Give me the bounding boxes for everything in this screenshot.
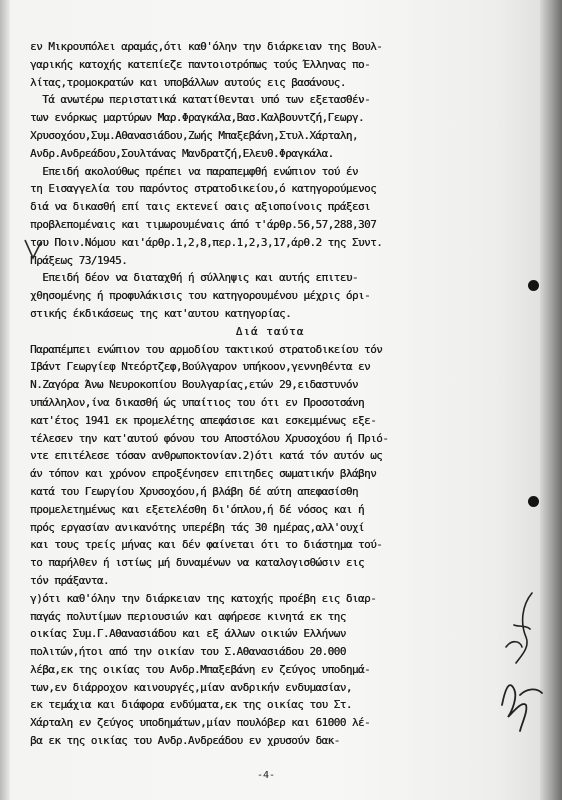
left-page-shadow <box>0 0 10 800</box>
text-line: άν τόπον και χρόνον επροξένησεν επιτηδες σωματικήν βλάβην <box>30 467 377 481</box>
text-line: το παρήλθεν ή ιστίως μή δυναμένων να καταλογισθώσιν εις <box>30 556 364 570</box>
text-line: γαρικής κατοχής κατεπίεζε παντοιοτρόπως τούς Έλληνας πο- <box>30 57 371 71</box>
typewritten-text-body <box>30 38 510 768</box>
margin-tick-mark <box>22 236 44 264</box>
text-line: διά να δικασθή επί ταις εκτενεί σαις αξιοποίνοις πράξεσι <box>30 200 371 214</box>
text-line: τη Εισαγγελία του παρόντος στρατοδικείου,ό κατηγορούμενος <box>30 182 377 196</box>
text-line: Ανδρ.Ανδρεάδου,Σουλτάνας Μανδρατζή,Ελευθ.Φραγκάλα. <box>30 146 334 160</box>
text-line: ντε επιτέλεσε τόσαν ανθρωποκτονίαν.2)ότι κατά τόν αυτόν ως <box>30 449 383 463</box>
text-line: εκ τεμάχια και διάφορα ενδύματα,εκ της οικίας του Στ. <box>30 698 352 712</box>
text-line: Επειδή ακολούθως πρέπει να παραπεμφθή ενώπιον τού έν <box>30 164 358 178</box>
text-line <box>30 750 510 768</box>
text-line: Χάρταλη εν ζεύγος υποδημάτων,μίαν πουλόβερ και 61000 λέ- <box>30 716 371 730</box>
text-line: και τους τρείς μήνας και δέν φαίνεται ότι το διάστημα τού- <box>30 538 383 552</box>
text-line: οικίας Συμ.Γ.Αθανασιάδου και εξ άλλων οικιών Ελλήνων <box>30 627 346 641</box>
text-line: υπάλληλον,ίνα δικασθή ώς υπαίτιος του ότι εν Προσοτσάνη <box>30 395 364 409</box>
text-line: Τά ανωτέρω περιστατικά κατατίθενται υπό των εξετασθέν- <box>30 93 371 107</box>
text-line: τόν πράξαντα. <box>30 573 109 587</box>
text-line: Χρυσοχόου,Συμ.Αθανασιάδου,Ζωής Μπαξεβάνη,Στυλ.Χάρταλη, <box>30 128 358 142</box>
text-line: τέλεσεν την κατ'αυτού φόνου του Αποστόλου Χρυσοχόου ή Πριό- <box>30 431 389 445</box>
text-line: κατ'έτος 1941 εκ προμελέτης απεφάσισε και εσκεμμένως εξε- <box>30 413 377 427</box>
text-line: λέβα,εκ της οικίας του Ανδρ.Μπαξεβάνη εν ζεύγος υποδημά- <box>30 662 371 676</box>
text-line: των,εν διάρροχον καινουργές,μίαν ανδρικήν ενδυμασίαν, <box>30 680 352 694</box>
text-line: Πράξεως 73/1945. <box>30 253 128 267</box>
handwritten-signature <box>492 585 552 745</box>
text-line: γ)ότι καθ'όλην την διάρκειαν της κατοχής προέβη εις διαρ- <box>30 591 377 605</box>
text-line: προβλεπομέναις και τιμωρουμέναις άπό τ'άρθρ.56,57,288,307 <box>30 217 377 231</box>
text-line: Παραπέμπει ενώπιον του αρμοδίου τακτικού στρατοδικείου τόν <box>30 342 383 356</box>
page-number-marker: -4- <box>257 770 276 781</box>
text-line: βα εκ της οικίας του Ανδρ.Ανδρεάδου εν χρυσούν δακ- <box>30 734 340 748</box>
text-line: Επειδή δέον να διαταχθή ή σύλληψις και αυτής επιτευ- <box>30 271 358 285</box>
punch-hole <box>528 496 539 507</box>
text-line: χθησομένης ή προφυλάκισις του κατηγορουμένου μέχρις όρι- <box>30 289 371 303</box>
text-line: εν Μικρουπόλει αραμάς,ότι καθ'όλην την διάρκειαν της Βουλ- <box>30 40 383 53</box>
text-line: πρός εργασίαν ανικανότης υπερέβη τάς 30 ημέρας,αλλ'ουχί <box>30 520 364 534</box>
text-line: στικής έκδικάσεως της κατ'αυτου κατηγορίας. <box>30 306 292 320</box>
text-line: πολιτών,ήτοι από την οικίαν του Σ.Αθανασιάδου 20.000 <box>30 645 346 659</box>
section-heading: Διά ταύτα <box>235 324 305 338</box>
text-line: προμελετημένως και εξετελέσθη δι'όπλου,ή δέ νόσος και ή <box>30 502 364 516</box>
text-line: των ενόρκως μαρτύρων Μαρ.Φραγκάλα,Βασ.Καλβουντζή,Γεωργ. <box>30 111 364 125</box>
text-line: παγάς πολυτίμων περιουσιών και αφήρεσε κινητά εκ της <box>30 609 346 623</box>
text-line: του Ποιν.Νόμου και'άρθρ.1,2,8,περ.1,2,3,17,άρθ.2 της Συντ. <box>30 235 383 249</box>
text-line: λίτας,τρομοκρατών και υποβάλλων αυτούς εις βασάνους. <box>30 75 346 89</box>
punch-hole <box>528 280 539 291</box>
text-line: Ν.Ζαγόρα Άνω Νευροκοπίου Βουλγαρίας,ετών 29,ειδαστυνόν <box>30 378 358 392</box>
text-line: κατά του Γεωργίου Χρυσοχόου,ή βλάβη δέ αύτη απεφασίσθη <box>30 484 358 498</box>
text-line: Ιβάντ Γεωργίεφ Ντεόρτζεφ,Βούλγαρον υπήκοον,γεννηθέντα εν <box>30 360 371 374</box>
